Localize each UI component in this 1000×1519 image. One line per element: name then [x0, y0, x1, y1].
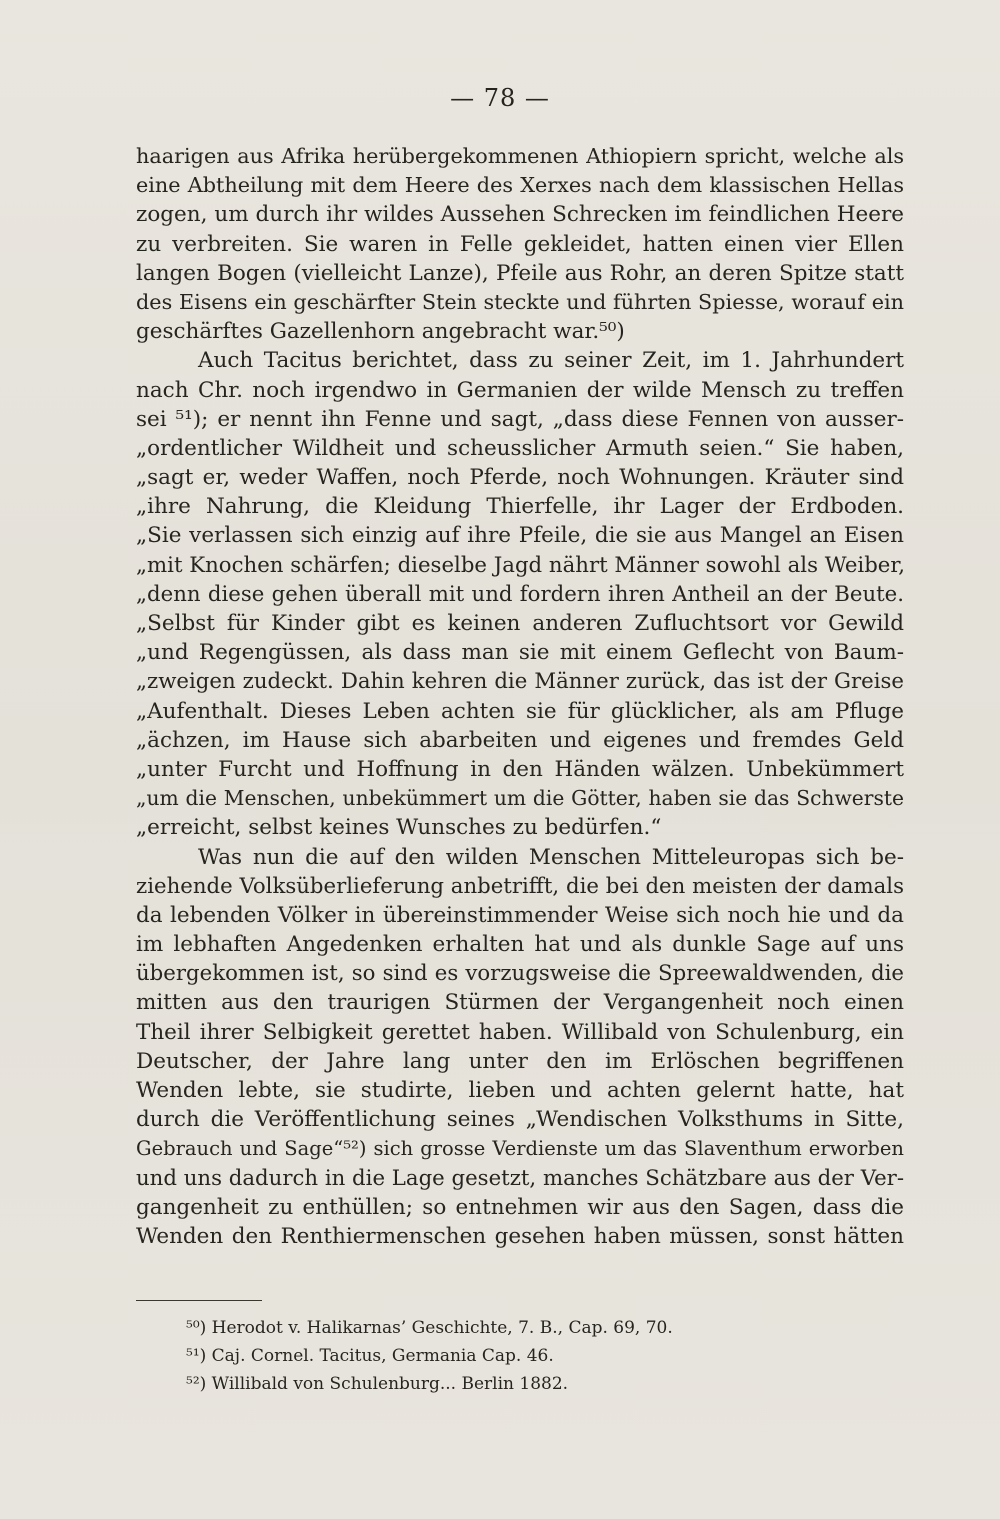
text-line: „Aufenthalt. Dieses Leben achten sie für glücklicher, als am Pfluge [136, 698, 904, 724]
text-line: im lebhaften Angedenken erhalten hat und als dunkle Sage auf uns [136, 932, 904, 958]
text-line: langen Bogen (vielleicht Lanze), Pfeile aus Rohr, an deren Spitze statt [136, 260, 904, 286]
text-line: „zweigen zudeckt. Dahin kehren die Männer zurück, das ist der Greise [136, 669, 904, 695]
text-line: Theil ihrer Selbigkeit gerettet haben. Willibald von Schulenburg, ein [136, 1019, 904, 1045]
text-line: Wenden den Renthiermenschen gesehen haben müssen, sonst hätten [136, 1223, 904, 1249]
text-line: „erreicht, selbst keines Wunsches zu bedürfen.“ [136, 815, 662, 841]
text-line: „sagt er, weder Waffen, noch Pferde, noch Wohnungen. Kräuter sind [136, 465, 904, 491]
text-line: und uns dadurch in die Lage gesetzt, manches Schätzbare aus der Ver- [136, 1165, 904, 1191]
text-line: ziehende Volksüberlieferung anbetrifft, die bei den meisten der damals [136, 873, 904, 899]
text-line: sei ⁵¹); er nennt ihn Fenne und sagt, „dass diese Fennen von ausser- [136, 406, 904, 432]
text-line: „unter Furcht und Hoffnung in den Händen wälzen. Unbekümmert [136, 756, 904, 782]
text-line: zogen, um durch ihr wildes Aussehen Schrecken im feindlichen Heere [136, 202, 904, 228]
text-line: „um die Menschen, unbekümmert um die Götter, haben sie das Schwerste [136, 786, 904, 811]
text-line: Wenden lebte, sie studirte, lieben und achten gelernt hatte, hat [136, 1078, 904, 1103]
text-line: eine Abtheilung mit dem Heere des Xerxes nach dem klassischen Hellas [136, 173, 904, 198]
text-line: „ihre Nahrung, die Kleidung Thierfelle, ihr Lager der Erdboden. [136, 494, 904, 520]
body-text [136, 142, 904, 1251]
text-line: übergekommen ist, so sind es vorzugsweise die Spreewaldwenden, die [136, 961, 904, 987]
text-line: Deutscher, der Jahre lang unter den im Erlöschen begriffenen [136, 1048, 904, 1074]
text-line: zu verbreiten. Sie waren in Felle gekleidet, hatten einen vier Ellen [136, 231, 904, 257]
footnote: ⁵⁰) Herodot v. Halikarnas’ Geschichte, 7. B., Cap. 69, 70. [186, 1318, 673, 1338]
text-line: „und Regengüssen, als dass man sie mit einem Geflecht von Baum- [136, 640, 904, 666]
footnotes [186, 1314, 786, 1398]
footnote-divider [136, 1300, 262, 1301]
text-line: Gebrauch und Sage“⁵²) sich grosse Verdienste um das Slaventhum erworben [136, 1137, 904, 1161]
text-line: „mit Knochen schärfen; dieselbe Jagd nährt Männer sowohl als Weiber, [136, 552, 905, 578]
footnote: ⁵²) Willibald von Schulenburg... Berlin 1882. [186, 1374, 569, 1394]
text-line: „Sie verlassen sich einzig auf ihre Pfeile, die sie aus Mangel an Eisen [136, 523, 904, 549]
text-line: haarigen aus Afrika herübergekommenen Athiopiern spricht, welche als [136, 144, 904, 168]
text-line: „ordentlicher Wildheit und scheusslicher Armuth seien.“ Sie haben, [136, 435, 904, 461]
text-line: mitten aus den traurigen Stürmen der Vergangenheit noch einen [136, 990, 904, 1016]
text-line: „ächzen, im Hause sich abarbeiten und eigenes und fremdes Geld [136, 727, 904, 753]
page-number: — 78 — [450, 84, 550, 112]
text-line: „Selbst für Kinder gibt es keinen anderen Zufluchtsort vor Gewild [136, 611, 904, 636]
text-line: „denn diese gehen überall mit und fordern ihren Antheil an der Beute. [136, 581, 904, 607]
footnote: ⁵¹) Caj. Cornel. Tacitus, Germania Cap. 46. [186, 1346, 554, 1366]
text-line: Was nun die auf den wilden Menschen Mitteleuropas sich be- [198, 844, 904, 870]
text-line: des Eisens ein geschärfter Stein steckte und führten Spiesse, worauf ein [136, 289, 904, 314]
text-line: gangenheit zu enthüllen; so entnehmen wir aus den Sagen, dass die [136, 1194, 904, 1220]
text-line: da lebenden Völker in übereinstimmender Weise sich noch hie und da [136, 902, 904, 928]
text-line: nach Chr. noch irgendwo in Germanien der wilde Mensch zu treffen [136, 377, 904, 403]
text-line: durch die Veröffentlichung seines „Wendischen Volksthums in Sitte, [136, 1107, 904, 1133]
text-line: Auch Tacitus berichtet, dass zu seiner Zeit, im 1. Jahrhundert [198, 348, 904, 374]
text-line: geschärftes Gazellenhorn angebracht war.⁵⁰) [136, 319, 625, 345]
